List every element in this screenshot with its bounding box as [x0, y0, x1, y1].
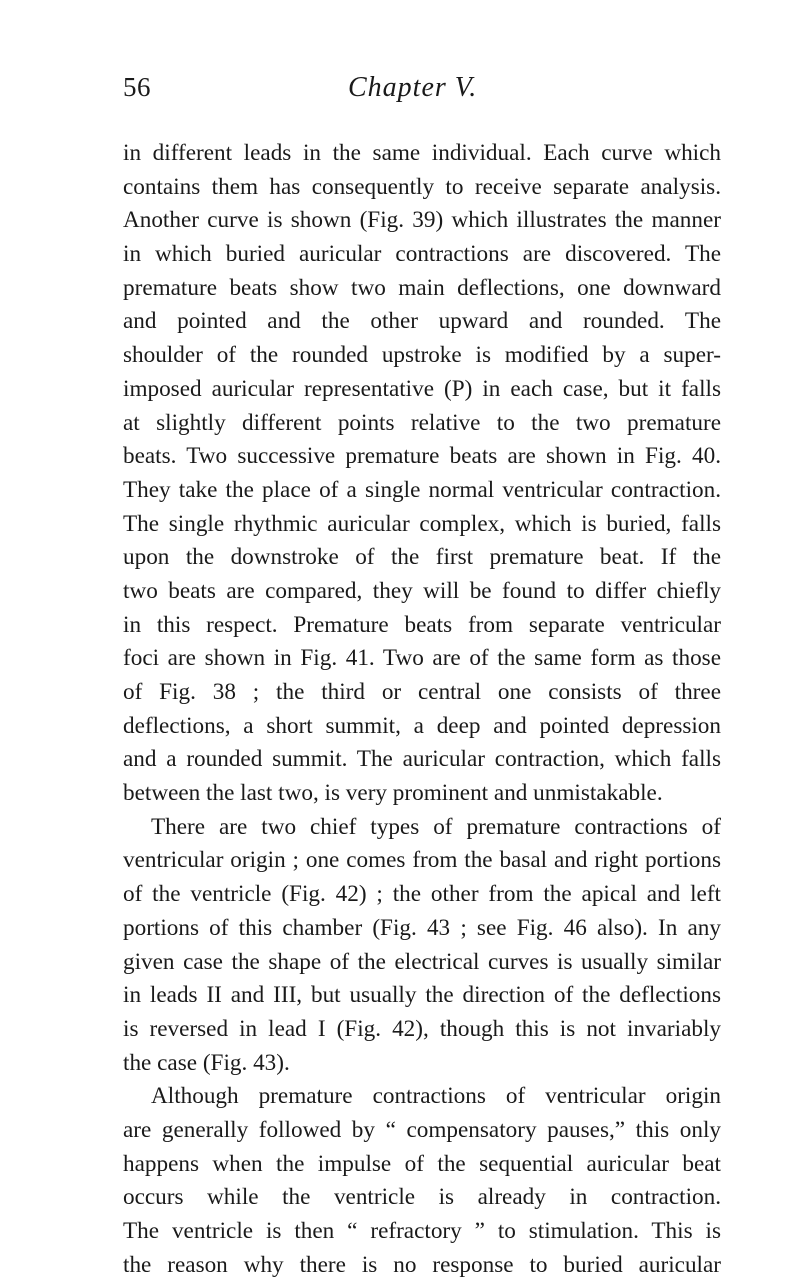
page-header	[0, 72, 800, 112]
text-line: imposed auricular representative (P) in each case, but it falls	[123, 375, 721, 402]
text-line: two beats are compared, they will be found to differ chiefly	[123, 577, 721, 604]
text-line: beats. Two successive premature beats are shown in Fig. 40.	[123, 443, 721, 470]
text-line: of Fig. 38 ; the third or central one consists of three	[123, 679, 721, 705]
text-line: foci are shown in Fig. 41. Two are of the same form as those	[123, 645, 721, 672]
text-line: of the ventricle (Fig. 42) ; the other from the apical and left	[123, 881, 721, 908]
text-line: contains them has consequently to receive separate analysis.	[123, 173, 721, 200]
text-line: and pointed and the other upward and rounded. The	[123, 308, 721, 335]
page-number: 56	[123, 72, 151, 102]
text-line: shoulder of the rounded upstroke is modified by a super-	[123, 342, 721, 369]
text-line: given case the shape of the electrical curves is usually similar	[123, 948, 721, 975]
text-line: There are two chief types of premature contractions of	[151, 813, 721, 840]
text-line: They take the place of a single normal ventricular contraction.	[123, 476, 721, 503]
text-line: between the last two, is very prominent and unmistakable.	[123, 780, 663, 807]
text-line: The ventricle is then “ refractory ” to stimulation. This is	[123, 1218, 721, 1244]
text-line: in this respect. Premature beats from separate ventricular	[123, 611, 721, 638]
text-line: in which buried auricular contractions are discovered. The	[123, 241, 721, 268]
text-line: are generally followed by “ compensatory pauses,” this only	[123, 1116, 721, 1143]
text-line: and a rounded summit. The auricular contraction, which falls	[123, 746, 721, 773]
running-head: Chapter V.	[348, 72, 478, 103]
text-line: in leads II and III, but usually the direction of the deflections	[123, 982, 721, 1009]
text-line: occurs while the ventricle is already in contraction.	[123, 1184, 721, 1211]
text-line: the case (Fig. 43).	[123, 1049, 290, 1076]
text-line: Another curve is shown (Fig. 39) which illustrates the manner	[123, 207, 721, 234]
text-line: Although premature contractions of ventricular origin	[151, 1083, 721, 1110]
text-line: is reversed in lead I (Fig. 42), though this is not invariably	[123, 1015, 721, 1042]
text-line: at slightly different points relative to the two premature	[123, 409, 721, 436]
text-line: upon the downstroke of the first premature beat. If the	[123, 544, 721, 571]
text-line: premature beats show two main deflections, one downward	[123, 274, 721, 301]
text-line: The single rhythmic auricular complex, which is buried, falls	[123, 510, 721, 537]
body-text	[123, 137, 721, 1282]
text-line: portions of this chamber (Fig. 43 ; see Fig. 46 also). In any	[123, 914, 721, 941]
text-line: the reason why there is no response to buried auricular	[123, 1251, 721, 1278]
text-line: deflections, a short summit, a deep and pointed depression	[123, 712, 721, 739]
text-line: ventricular origin ; one comes from the basal and right portions	[123, 847, 721, 874]
text-line: happens when the impulse of the sequential auricular beat	[123, 1150, 721, 1177]
text-line: in different leads in the same individual. Each curve which	[123, 140, 721, 166]
